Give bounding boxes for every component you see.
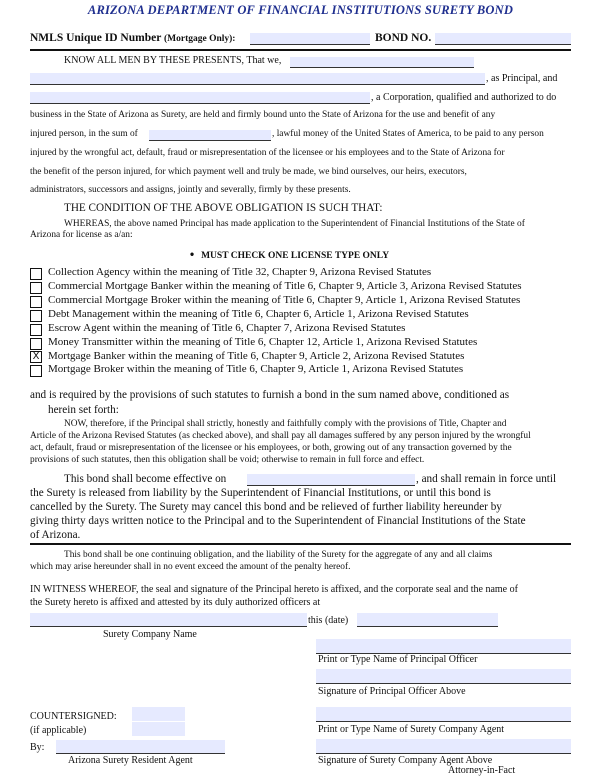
effective-line-3: cancelled by the Surety. The Surety may cancel this bond and be relieved of further liability hereunder by — [30, 501, 502, 513]
bond-no-label: BOND NO. — [375, 32, 432, 44]
surety-corporation-field[interactable] — [30, 92, 370, 104]
body-line-5: injured by the wrongful act, default, fraud or misrepresentation of the licensee or his employees and to the State of Arizona for — [30, 148, 505, 158]
if-applicable-field[interactable] — [132, 722, 185, 736]
resident-agent-signature-field[interactable] — [56, 740, 225, 754]
license-label-escrow-agent: Escrow Agent within the meaning of Title 6, Chapter 7, Arizona Revised Statutes — [48, 322, 406, 334]
now-therefore-line-3: act, default, fraud or misrepresentation of the licensee or his employees, or both, growing out of any transaction governed by the — [30, 443, 512, 453]
principal-officer-signature-field[interactable] — [316, 669, 571, 684]
surety-agent-name-label: Print or Type Name of Surety Company Agent — [318, 724, 505, 735]
principal-name-field-1[interactable] — [290, 57, 474, 68]
checkbox-escrow-agent[interactable] — [30, 324, 42, 336]
section-divider — [30, 543, 571, 545]
condition-heading: THE CONDITION OF THE ABOVE OBLIGATION IS SUCH THAT: — [64, 202, 383, 214]
required-line-2: herein set forth: — [48, 404, 119, 416]
date-field[interactable] — [357, 613, 498, 627]
effective-line-4: giving thirty days written notice to the Principal and to the Superintendent of Financial Institutions of the State — [30, 515, 526, 527]
effective-date-field[interactable] — [247, 474, 415, 486]
principal-officer-name-field[interactable] — [316, 639, 571, 654]
checkbox-mortgage-broker[interactable] — [30, 365, 42, 377]
whereas-line-1: WHEREAS, the above named Principal has made application to the Superintendent of Financial Institutions of the State of — [64, 219, 525, 229]
witness-line-1: IN WITNESS WHEREOF, the seal and signature of the Principal hereto is affixed, and the corporate seal and the name of — [30, 584, 518, 595]
check-x-icon: X — [32, 351, 40, 362]
this-date-label: this (date) — [308, 615, 349, 626]
principal-name-field-2[interactable] — [30, 73, 485, 85]
license-label-mortgage-banker: Mortgage Banker within the meaning of Title 6, Chapter 9, Article 2, Arizona Revised Statutes — [48, 350, 465, 362]
checkbox-commercial-mortgage-banker[interactable] — [30, 282, 42, 294]
nmls-id-field[interactable] — [250, 33, 370, 45]
effective-line-2: the Surety is released from liability by the Superintendent of Financial Institutions, or until this bond is — [30, 487, 491, 499]
body-line-3: business in the State of Arizona as Surety, are held and firmly bound unto the State of Arizona for the use and benefit of any — [30, 110, 496, 120]
checkbox-money-transmitter[interactable] — [30, 338, 42, 350]
checkbox-mortgage-banker[interactable] — [30, 351, 42, 363]
resident-agent-label: Arizona Surety Resident Agent — [68, 755, 193, 766]
principal-officer-signature-label: Signature of Principal Officer Above — [318, 686, 466, 697]
license-label-commercial-mortgage-broker: Commercial Mortgage Broker within the meaning of Title 6, Chapter 9, Article 1, Arizona Revised Statutes — [48, 294, 521, 306]
checkbox-debt-management[interactable] — [30, 310, 42, 322]
document-title: ARIZONA DEPARTMENT OF FINANCIAL INSTITUTIONS SURETY BOND — [87, 3, 514, 17]
license-label-collection-agency: Collection Agency within the meaning of Title 32, Chapter 9, Arizona Revised Statutes — [48, 266, 432, 278]
effective-end-text: , and shall remain in force until — [416, 473, 557, 485]
by-label: By: — [30, 742, 45, 753]
checkbox-commercial-mortgage-broker[interactable] — [30, 296, 42, 308]
license-label-mortgage-broker: Mortgage Broker within the meaning of Title 6, Chapter 9, Article 1, Arizona Revised Statutes — [48, 363, 464, 375]
countersigned-field[interactable] — [132, 707, 185, 721]
surety-company-name-label: Surety Company Name — [103, 629, 197, 640]
surety-agent-signature-field[interactable] — [316, 739, 571, 754]
surety-agent-signature-label: Signature of Surety Company Agent Above — [318, 755, 493, 766]
surety-agent-name-field[interactable] — [316, 707, 571, 722]
continuing-line-1: This bond shall be one continuing obligation, and the liability of the Surety for the aggregate of any and all claims — [64, 550, 493, 560]
continuing-line-2: which may arise hereunder shall in no event exceed the amount of the penalty hereof. — [30, 562, 351, 572]
bond-amount-field[interactable] — [149, 130, 271, 141]
checkbox-collection-agency[interactable] — [30, 268, 42, 280]
bond-number-field[interactable] — [435, 33, 571, 45]
corporation-text: , a Corporation, qualified and authorized to do — [371, 92, 557, 103]
principal-officer-name-label: Print or Type Name of Principal Officer — [318, 654, 478, 665]
license-label-debt-management: Debt Management within the meaning of Title 6, Chapter 6, Article 1, Arizona Revised Statutes — [48, 308, 469, 320]
effective-start-text: This bond shall become effective on — [64, 473, 227, 485]
countersigned-label: COUNTERSIGNED: — [30, 711, 117, 722]
license-label-money-transmitter: Money Transmitter within the meaning of Title 6, Chapter 12, Article 1, Arizona Revised Statutes — [48, 336, 478, 348]
header-divider — [30, 49, 571, 51]
now-therefore-line-4: provisions of such statutes, then this obligation shall be void; otherwise to remain in full force and effect. — [30, 455, 425, 465]
required-line-1: and is required by the provisions of such statutes to furnish a bond in the sum named above, conditioned as — [30, 389, 510, 401]
know-all-text: KNOW ALL MEN BY THESE PRESENTS, That we, — [64, 55, 282, 66]
witness-line-2: the Surety hereto is affixed and attested by its duly authorized officers at — [30, 597, 321, 608]
injured-sum-text: injured person, in the sum of — [30, 129, 138, 139]
body-line-6: the benefit of the person injured, for which payment well and truly be made, we bind ourselves, our heirs, executors, — [30, 167, 467, 177]
whereas-line-2: Arizona for license as a/an: — [30, 230, 133, 240]
surety-company-name-field[interactable] — [30, 613, 307, 627]
license-label-commercial-mortgage-banker: Commercial Mortgage Banker within the meaning of Title 6, Chapter 9, Article 3, Arizona Revised Statutes — [48, 280, 522, 292]
body-line-7: administrators, successors and assigns, jointly and severally, firmly by these presents. — [30, 185, 351, 195]
lawful-money-text: , lawful money of the United States of America, to be paid to any person — [272, 129, 544, 139]
as-principal-text: , as Principal, and — [486, 73, 558, 84]
if-applicable-label: (if applicable) — [30, 725, 87, 736]
must-check-heading: • MUST CHECK ONE LICENSE TYPE ONLY — [189, 250, 390, 261]
now-therefore-line-2: Article of the Arizona Revised Statutes (as checked above), and shall pay all damages suffered by any person injured by the wrongful — [30, 431, 531, 441]
effective-line-5: of Arizona. — [30, 529, 81, 541]
now-therefore-line-1: NOW, therefore, if the Principal shall strictly, honestly and faithfully comply with the provisions of Title, Chapter and — [64, 419, 507, 429]
attorney-in-fact-label: Attorney-in-Fact — [448, 765, 516, 776]
nmls-label: NMLS Unique ID Number (Mortgage Only): — [30, 32, 236, 44]
bullet-icon: • — [189, 250, 196, 261]
